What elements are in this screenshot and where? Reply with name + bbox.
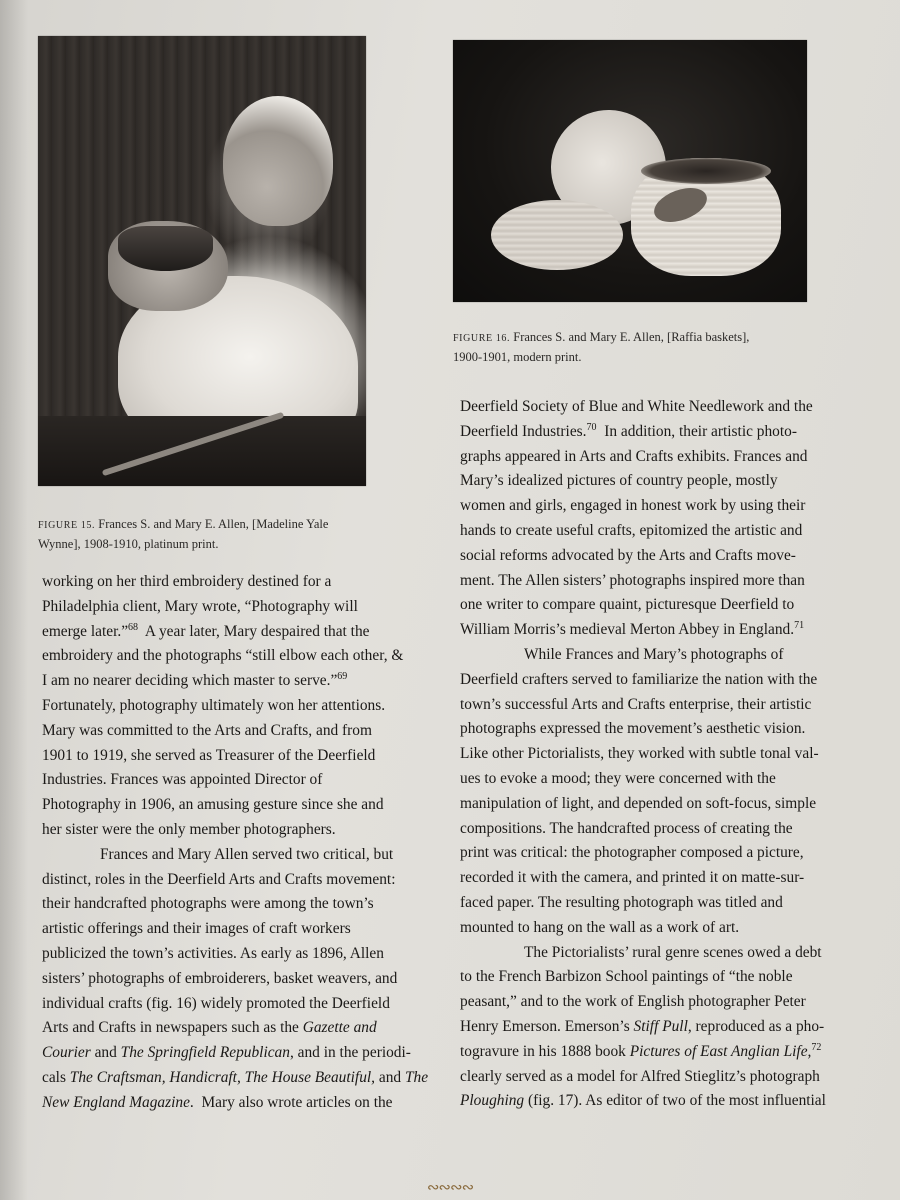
text-line: print was critical: the photographer composed a picture, (460, 844, 804, 862)
text-line: embroidery and the photographs “still elbow each other, & (42, 647, 404, 665)
text-run: (fig. 17). As editor of two of the most influential (524, 1092, 826, 1110)
text-line: hands to create useful crafts, epitomized the artistic and (460, 521, 803, 539)
italic-title: The Craftsman, Handicraft, The House Beautiful, (69, 1068, 376, 1086)
text-line: Deerfield crafters served to familiarize the nation with the (460, 670, 818, 688)
text-line: faced paper. The resulting photograph was titled and (460, 893, 783, 911)
text-line: their handcrafted photographs were among the town’s (42, 895, 374, 913)
text-line: graphs appeared in Arts and Crafts exhibits. Frances and (460, 447, 808, 465)
text-line: artistic offerings and their images of craft workers (42, 920, 351, 938)
text-run: and (90, 1044, 121, 1062)
left-text-column (42, 570, 428, 1116)
page-gutter-shadow (0, 0, 28, 1200)
text-line: Fortunately, photography ultimately won her attentions. (42, 696, 386, 714)
text-line: Industries. Frances was appointed Director of (42, 771, 323, 789)
right-text-column (460, 395, 826, 1114)
footnote-ref: 70 (586, 421, 597, 433)
text-line: clearly served as a model for Alfred Stieglitz’s photograph (460, 1067, 820, 1085)
text-run: I am no nearer deciding which master to serve.” (42, 672, 338, 690)
text-line: Photography in 1906, an amusing gesture since she and (42, 796, 384, 814)
italic-title: Stiff Pull (633, 1017, 688, 1035)
text-line: women and girls, engaged in honest work by using their (460, 497, 806, 515)
text-line: Mary’s idealized pictures of country people, mostly (460, 472, 778, 490)
text-run: togravure in his 1888 book (460, 1042, 630, 1060)
figure-15-photograph (38, 36, 366, 486)
italic-title: Ploughing (460, 1092, 525, 1110)
text-line: Deerfield Society of Blue and White Needlework and the (460, 398, 813, 415)
figure-16-caption (453, 328, 813, 367)
text-line: publicized the town’s activities. As early as 1896, Allen (42, 944, 384, 962)
footnote-ref: 72 (811, 1041, 822, 1053)
text-run: Deerfield Industries. (460, 422, 587, 440)
text-line (42, 1091, 428, 1116)
text-line: one writer to compare quaint, picturesque Deerfield to (460, 596, 795, 614)
text-line: compositions. The handcrafted process of creating the (460, 819, 793, 837)
portrait-table (38, 416, 366, 486)
text-line: Mary was committed to the Arts and Crafts, and from (42, 721, 372, 739)
portrait-head (223, 96, 333, 226)
small-lidded-basket (491, 200, 623, 270)
text-line (460, 420, 826, 445)
text-line (42, 620, 428, 645)
footnote-ref: 69 (337, 671, 348, 683)
text-run: Henry Emerson. Emerson’s (460, 1017, 634, 1035)
text-line: 1901 to 1919, she served as Treasurer of the Deerfield (42, 746, 376, 764)
text-run: In addition, their artistic photo- (596, 422, 797, 440)
text-run: William Morris’s medieval Merton Abbey in England. (460, 621, 795, 639)
figure-15-label: FIGURE 15. (38, 520, 96, 531)
text-line (42, 1016, 428, 1041)
text-run: , reproduced as a pho- (687, 1017, 825, 1035)
text-line: her sister were the only member photographers. (42, 820, 336, 838)
text-line: to the French Barbizon School paintings of “the noble (460, 968, 793, 986)
text-line: Like other Pictorialists, they worked with subtle tonal val- (460, 745, 819, 763)
text-line: town’s successful Arts and Crafts enterprise, their artistic (460, 695, 812, 713)
text-run: A year later, Mary despaired that the (138, 622, 370, 640)
figure-16-photograph (453, 40, 807, 302)
text-run: cals (42, 1068, 70, 1086)
text-line (460, 1015, 826, 1040)
italic-title: Gazette and (302, 1019, 377, 1037)
text-line: photographs expressed the movement’s aesthetic vision. (460, 720, 806, 738)
text-line (42, 669, 428, 694)
text-run: emerge later.” (42, 622, 129, 640)
text-line (42, 1041, 428, 1066)
text-run: . Mary also wrote articles on the (189, 1093, 393, 1111)
text-line (42, 1066, 428, 1091)
text-line (460, 1089, 826, 1114)
text-run: , and in the periodi- (289, 1044, 411, 1062)
text-line: Philadelphia client, Mary wrote, “Photography will (42, 597, 358, 615)
italic-title: Courier (42, 1044, 91, 1062)
text-line (460, 618, 826, 643)
figure-15-caption (38, 515, 378, 554)
text-line (460, 1040, 826, 1065)
text-line: distinct, roles in the Deerfield Arts and Crafts movement: (42, 870, 396, 888)
figure-16-caption-line1: Frances S. and Mary E. Allen, [Raffia baskets], (513, 330, 750, 344)
text-line: Frances and Mary Allen served two critical, but (100, 845, 394, 863)
text-line: ment. The Allen sisters’ photographs inspired more than (460, 571, 805, 589)
figure-15-caption-line1: Frances S. and Mary E. Allen, [Madeline Yale (98, 517, 329, 531)
text-line: The Pictorialists’ rural genre scenes owed a debt (524, 943, 822, 961)
text-line: While Frances and Mary’s photographs of (524, 645, 784, 663)
text-run: Arts and Crafts in newspapers such as the (42, 1019, 303, 1037)
page-ornament-icon: ∾∾∾∾ (426, 1180, 474, 1196)
large-basket-rim (641, 158, 771, 184)
figure-16-label: FIGURE 16. (453, 333, 511, 344)
footnote-ref: 71 (794, 620, 805, 632)
italic-title: The (404, 1068, 429, 1086)
figure-15-caption-line2: Wynne], 1908-1910, platinum print. (38, 537, 219, 551)
text-line: peasant,” and to the work of English photographer Peter (460, 993, 806, 1011)
text-line: social reforms advocated by the Arts and Crafts move- (460, 546, 796, 564)
italic-title: New England Magazine (42, 1093, 190, 1111)
text-run: and (375, 1068, 405, 1086)
text-line: ues to evoke a mood; they were concerned with the (460, 769, 776, 787)
text-line: sisters’ photographs of embroiderers, basket weavers, and (42, 969, 398, 987)
portrait-bowl (118, 226, 213, 271)
text-line: recorded it with the camera, and printed it on matte-sur- (460, 869, 805, 887)
text-line: individual crafts (fig. 16) widely promoted the Deerfield (42, 994, 390, 1012)
italic-title: The Springfield Republican (120, 1044, 290, 1062)
text-line: mounted to hang on the wall as a work of art. (460, 918, 740, 936)
figure-16-caption-line2: 1900-1901, modern print. (453, 350, 582, 364)
italic-title: Pictures of East Anglian Life, (629, 1042, 812, 1060)
footnote-ref: 68 (128, 621, 139, 633)
text-line: working on her third embroidery destined for a (42, 573, 332, 590)
text-line: manipulation of light, and depended on soft-focus, simple (460, 794, 817, 812)
